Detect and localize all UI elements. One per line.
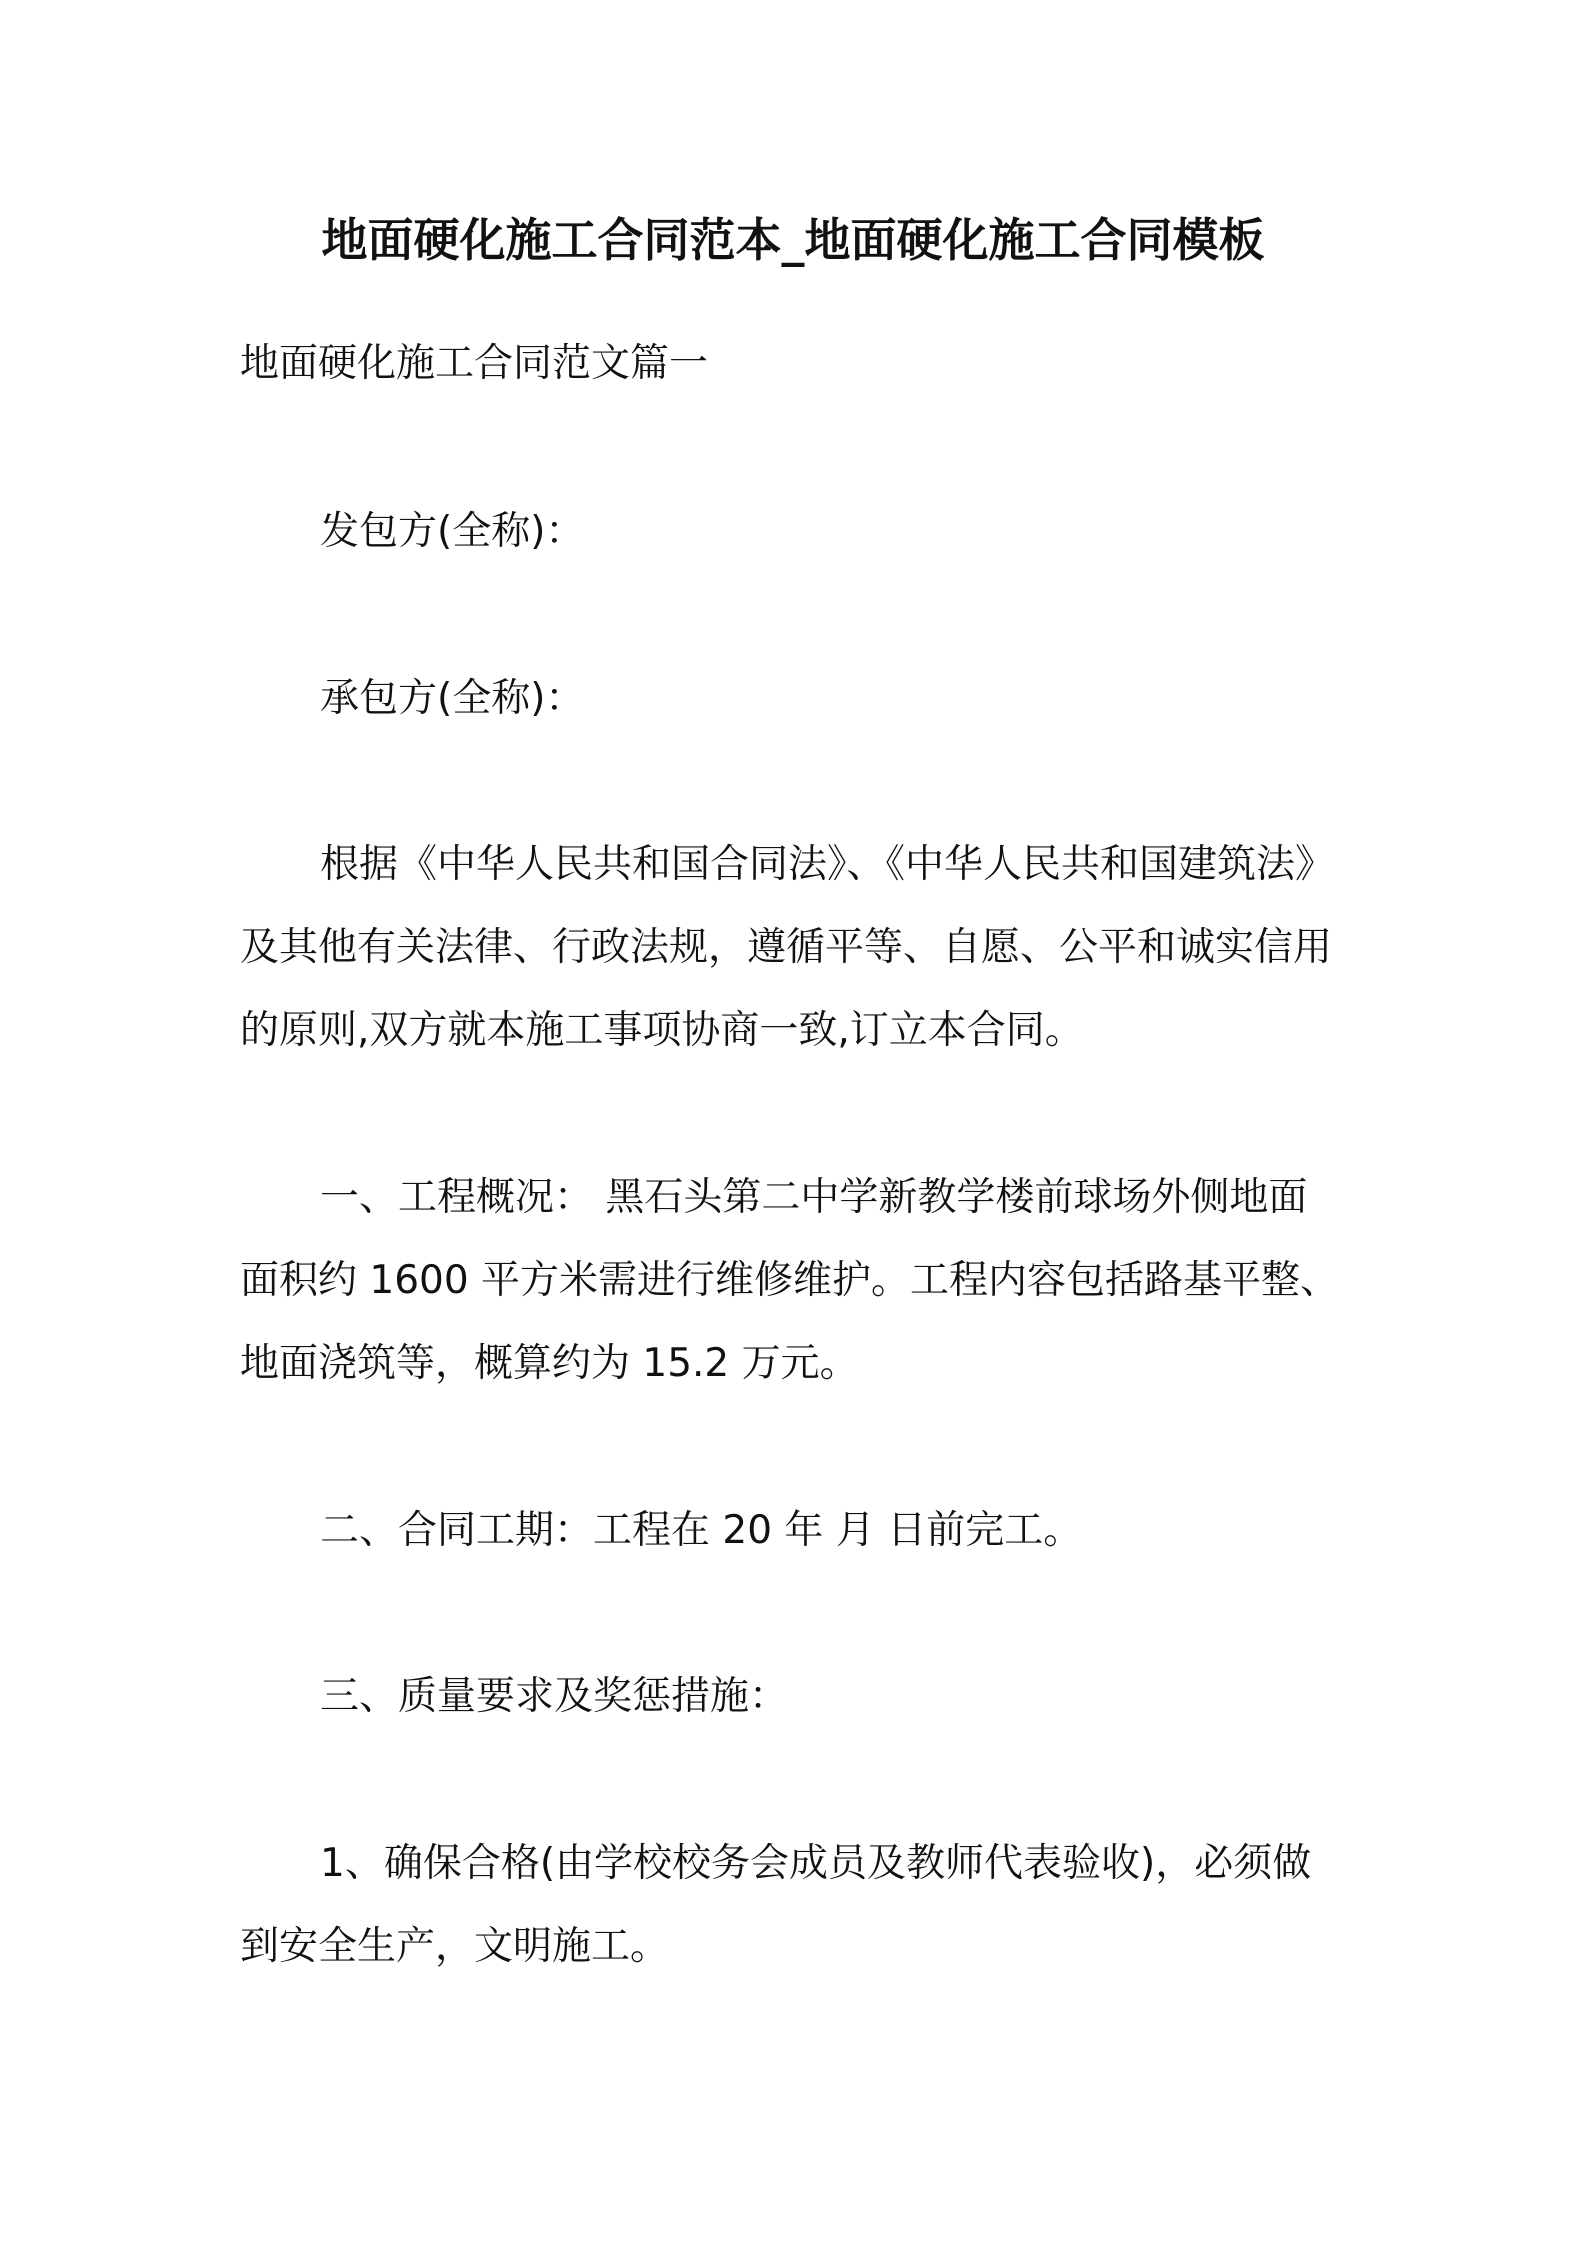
- paragraph-line: 根据《中华人民共和国合同法》、《中华人民共和国建筑法》: [320, 842, 1335, 887]
- paragraph-line: 承包方(全称)：: [320, 676, 585, 721]
- paragraph-contract-period: [240, 1489, 1360, 1572]
- paragraph-employer: [240, 490, 1360, 573]
- paragraph-line: 三、质量要求及奖惩措施：: [320, 1674, 789, 1719]
- paragraph-line: 到安全生产，文明施工。: [240, 1924, 670, 1969]
- document-subtitle: 地面硬化施工合同范文篇一: [240, 341, 709, 386]
- paragraph-line: 面积约 1600 平方米需进行维修维护。工程内容包括路基平整、: [240, 1258, 1340, 1303]
- paragraph-line: 及其他有关法律、行政法规，遵循平等、自愿、公平和诚实信用: [240, 925, 1333, 970]
- paragraph-line: 地面浇筑等，概算约为 15.2 万元。: [240, 1341, 859, 1386]
- paragraph-line: 1、确保合格(由学校校务会成员及教师代表验收)，必须做: [320, 1841, 1312, 1886]
- paragraph-line: 一、工程概况： 黑石头第二中学新教学楼前球场外侧地面: [320, 1175, 1308, 1220]
- document-title: 地面硬化施工合同范本_地面硬化施工合同模板: [321, 213, 1265, 267]
- paragraph-quality-item-1: [240, 1822, 1360, 1988]
- paragraph-contractor: [240, 657, 1360, 740]
- paragraph-line: 发包方(全称)：: [320, 509, 585, 554]
- paragraph-legal-basis: [240, 823, 1360, 1072]
- paragraph-line: 的原则,双方就本施工事项协商一致,订立本合同。: [240, 1008, 1084, 1053]
- paragraph-quality-requirements: [240, 1655, 1360, 1738]
- paragraph-line: 二、合同工期：工程在 20 年 月 日前完工。: [320, 1508, 1083, 1553]
- paragraph-project-overview: [240, 1156, 1360, 1405]
